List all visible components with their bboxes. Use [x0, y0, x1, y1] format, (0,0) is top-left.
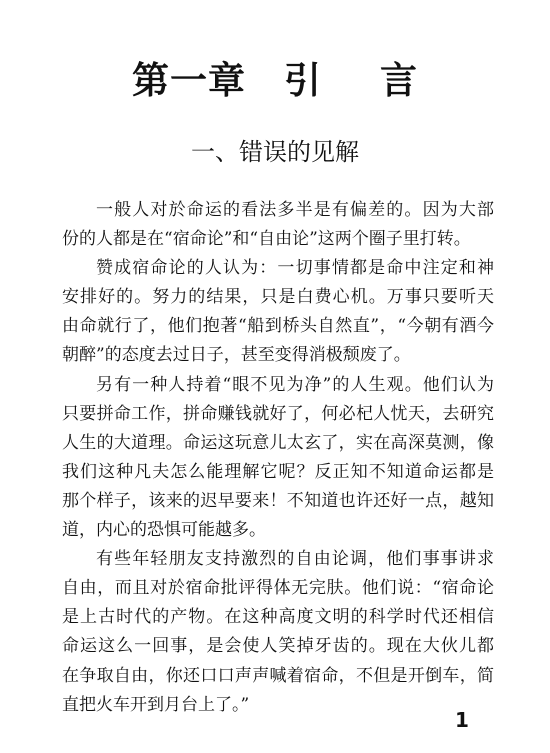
text-line: 命运这么一回事，是会使人笑掉牙齿的。现在大伙儿都: [62, 636, 494, 657]
text-line: 我们这种凡夫怎么能理解它呢？反正知不知道命运都是: [62, 461, 494, 482]
section-title: 一、错误的见解: [191, 138, 359, 166]
text-line: 由命就行了，他们抱著“船到桥头自然直”，“今朝有酒今: [62, 316, 494, 337]
body-text: [62, 196, 494, 720]
text-line: 朝醉”的态度去过日子，甚至变得消极颓废了。: [62, 345, 411, 366]
text-line: 在争取自由，你还口口声声喊着宿命，不但是开倒车，简: [62, 665, 494, 686]
text-line: 只要拼命工作，拼命赚钱就好了，何必杞人忧天，去研究: [62, 403, 494, 424]
text-line: 一般人对於命运的看法多半是有偏差的。因为大部: [96, 200, 494, 220]
text-line: 有些年轻朋友支持激烈的自由论调，他们事事讲求: [96, 549, 494, 570]
paragraph: [62, 371, 494, 546]
text-line: 份的人都是在“宿命论”和“自由论”这两个圈子里打转。: [62, 229, 471, 250]
text-line: 是上古时代的产物。在这种高度文明的科学时代还相信: [62, 607, 494, 628]
paragraph: [62, 545, 494, 720]
page-number: 1: [455, 708, 469, 732]
text-line: 另有一种人持着“眼不见为净”的人生观。他们认为: [96, 374, 494, 395]
text-line: 安排好的。努力的结果，只是白费心机。万事只要听天: [62, 287, 494, 308]
text-line: 直把火车开到月台上了。”: [62, 694, 250, 715]
text-line: 自由，而且对於宿命批评得体无完肤。他们说：“宿命论: [62, 578, 494, 599]
text-line: 赞成宿命论的人认为：一切事情都是命中注定和神: [96, 258, 494, 279]
paragraph: [62, 196, 494, 254]
text-line: 道，内心的恐惧可能越多。: [62, 520, 266, 541]
text-line: 人生的大道理。命运这玩意儿太玄了，实在高深莫测，像: [62, 432, 494, 453]
paragraph: [62, 254, 494, 370]
text-line: 那个样子，该来的迟早要来！不知道也许还好一点，越知: [62, 490, 494, 511]
chapter-title: 第一章 引 言: [132, 59, 418, 102]
